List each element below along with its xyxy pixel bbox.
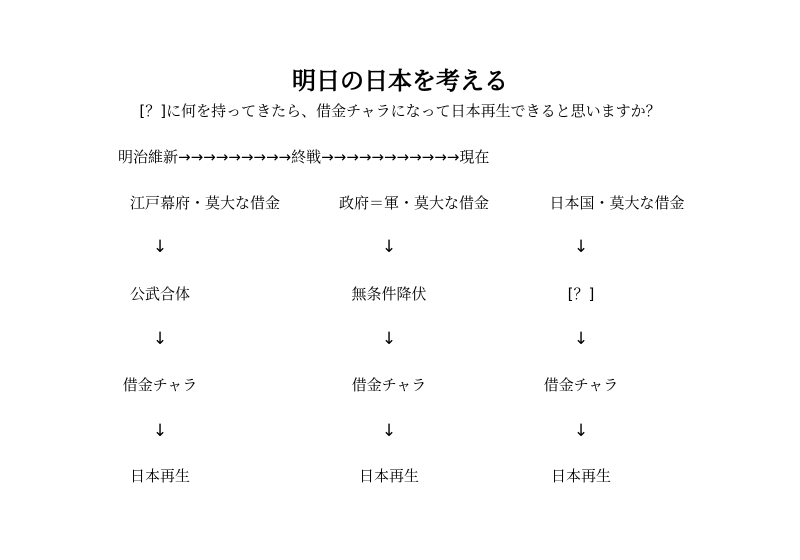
- down-arrow-icon: ↓: [573, 237, 589, 257]
- column-now-step1: [？]: [567, 285, 595, 303]
- down-arrow-icon: ↓: [573, 421, 589, 441]
- column-edo-step3: 日本再生: [129, 467, 191, 485]
- column-war-step1: 無条件降伏: [351, 285, 427, 303]
- down-arrow-icon: ↓: [381, 421, 397, 441]
- question-subtitle: [？]に何を持ってきたら、借金チャラになって日本再生できると思いますか？: [139, 102, 661, 120]
- column-edo-step2: 借金チャラ: [122, 376, 198, 394]
- column-war-step3: 日本再生: [358, 467, 420, 485]
- column-edo-header: 江戸幕府・莫大な借金: [129, 194, 281, 212]
- down-arrow-icon: ↓: [381, 237, 397, 257]
- column-now-step3: 日本再生: [550, 467, 612, 485]
- down-arrow-icon: ↓: [152, 421, 168, 441]
- column-edo-step1: 公武合体: [129, 285, 191, 303]
- down-arrow-icon: ↓: [381, 329, 397, 349]
- column-now-header: 日本国・莫大な借金: [549, 194, 685, 212]
- down-arrow-icon: ↓: [152, 237, 168, 257]
- column-now-step2: 借金チャラ: [543, 376, 619, 394]
- column-war-step2: 借金チャラ: [351, 376, 427, 394]
- down-arrow-icon: ↓: [152, 329, 168, 349]
- page-title: 明日の日本を考える: [292, 67, 508, 95]
- history-timeline: 明治維新→→→→→→→→→終戦→→→→→→→→→→→現在: [118, 148, 490, 166]
- column-war-header: 政府＝軍・莫大な借金: [338, 194, 490, 212]
- down-arrow-icon: ↓: [573, 329, 589, 349]
